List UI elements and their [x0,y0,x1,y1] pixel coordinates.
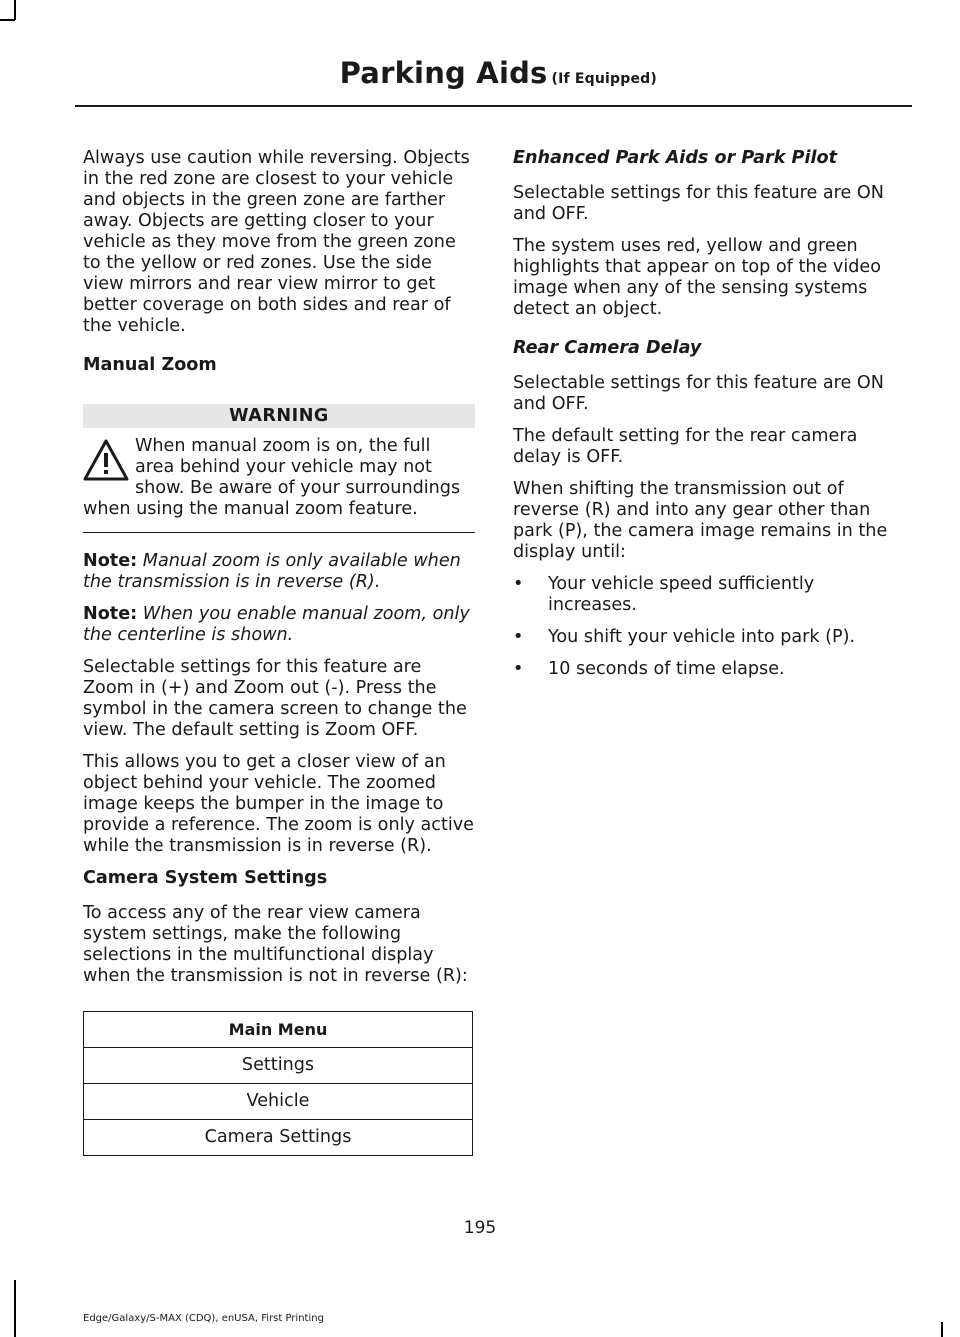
page-number: 195 [463,1218,497,1238]
zoom-description-paragraph: This allows you to get a closer view of an object behind your vehicle. The zoomed image keeps the bumper in the image to provide a reference. The zoom is only active while the transmission is in reverse (R). [83,752,474,856]
note-text: When you enable manual zoom, only the centerline is shown. [83,604,470,645]
menu-row-settings: Settings [84,1048,473,1084]
warning-block [83,436,475,520]
list-item: • 10 seconds of time elapse. [513,659,908,680]
crop-mark-bottom-left [14,1280,16,1337]
note-manual-zoom-reverse [83,551,475,593]
enhanced-park-aids-heading: Enhanced Park Aids or Park Pilot [513,148,838,168]
rear-camera-delay-heading: Rear Camera Delay [513,338,702,358]
note-label: Note: [83,551,138,571]
header-subtitle: (If Equipped) [551,71,657,87]
menu-row-camera-settings: Camera Settings [84,1120,473,1156]
note-centerline [83,604,475,646]
delay-bullet-list [513,574,908,680]
list-item: • You shift your vehicle into park (P). [513,627,908,648]
enhanced-paragraph-1: Selectable settings for this feature are ON and OFF. [513,183,884,224]
menu-row-vehicle: Vehicle [84,1084,473,1120]
crop-mark-bottom-right [941,1322,943,1337]
list-item: • Your vehicle speed sufficiently increases. [513,574,908,616]
zoom-settings-paragraph: Selectable settings for this feature are Zoom in (+) and Zoom out (-). Press the symbol in the camera screen to change the view. The default setting is Zoom OFF. [83,657,467,740]
left-column [83,148,475,1156]
warning-triangle-icon [83,438,129,482]
header-divider [75,105,912,107]
footer-text: Edge/Galaxy/S-MAX (CDQ), enUSA, First Printing [83,1313,324,1324]
delay-paragraph-3: When shifting the transmission out of reverse (R) and into any gear other than park (P), the camera image remains in the display until: [513,479,888,562]
camera-settings-heading: Camera System Settings [83,868,328,888]
main-menu-table [83,1011,473,1156]
crop-mark-top-left-h [0,19,15,21]
warning-banner: WARNING [83,404,475,428]
warning-text: When manual zoom is on, the full area behind your vehicle may not show. Be aware of your surroundings when using the manual zoom feature. [83,436,461,519]
menu-table-header: Main Menu [84,1012,473,1048]
delay-paragraph-1: Selectable settings for this feature are ON and OFF. [513,373,884,414]
warning-divider [83,532,475,533]
delay-paragraph-2: The default setting for the rear camera delay is OFF. [513,426,858,467]
camera-settings-paragraph: To access any of the rear view camera system settings, make the following selections in the multifunctional display when the transmission is not in reverse (R): [83,903,468,986]
note-text: Manual zoom is only available when the transmission is in reverse (R). [83,551,461,592]
intro-paragraph: Always use caution while reversing. Objects in the red zone are closest to your vehicle and objects in the green zone are farther away. Objects are getting closer to your vehicle as they move from the green zone to the yellow or red zones. Use the side view mirrors and rear view mirror to get better coverage on both sides and rear of the vehicle. [83,148,470,336]
crop-mark-top-left [14,0,16,20]
enhanced-paragraph-2: The system uses red, yellow and green highlights that appear on top of the video image when any of the sensing systems detect an object. [513,236,881,319]
note-label: Note: [83,604,138,624]
page-header [340,56,657,90]
header-title: Parking Aids [339,56,548,90]
manual-zoom-heading: Manual Zoom [83,355,217,375]
right-column [513,148,908,691]
